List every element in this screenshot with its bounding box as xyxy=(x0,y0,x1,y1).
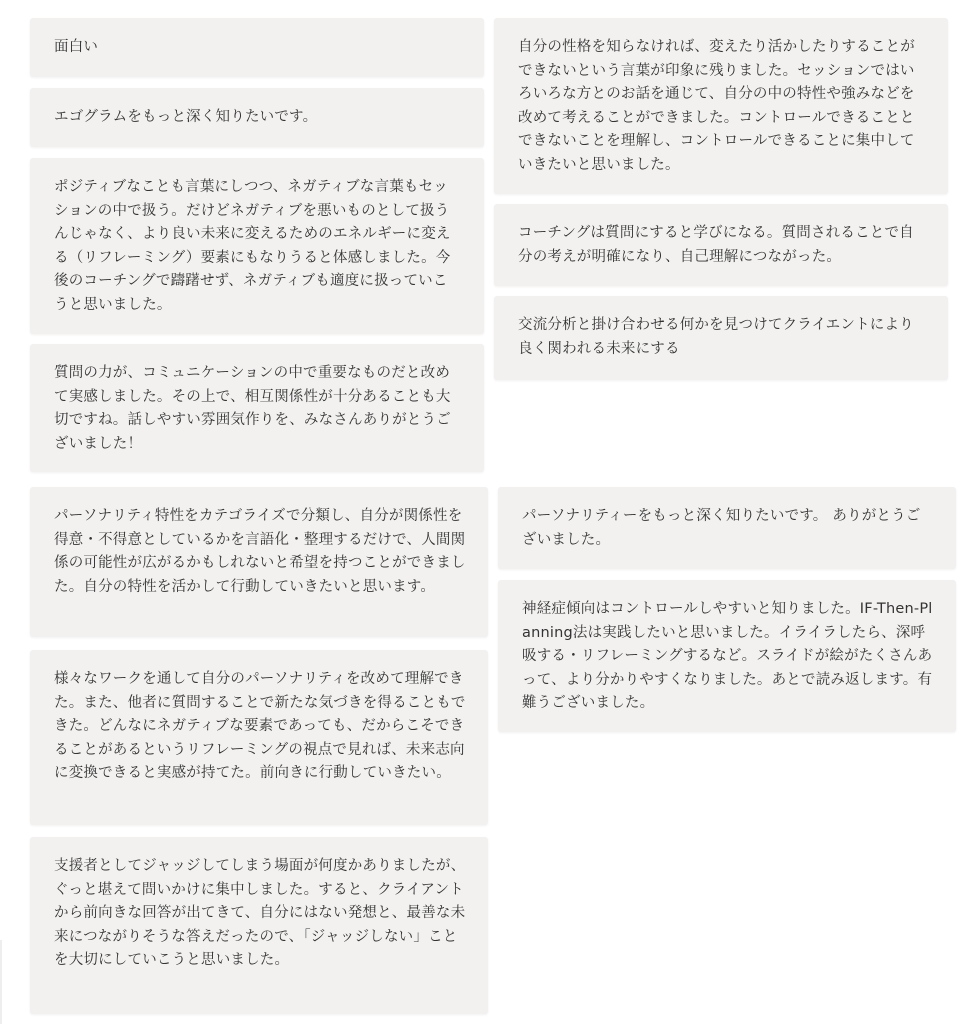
sticky-note[interactable] xyxy=(494,296,948,380)
sticky-note-text: コーチングは質問にすると学びになる。質問されることで自分の考えが明確になり、自己理解につながった。 xyxy=(518,225,914,265)
sticky-note-text: 神経症傾向はコントロールしやすいと知りました。IF-Then-Planning法は実践したいと思いました。イライラしたら、深呼吸する・リフレーミングするなど。スライドが絵がたくさんあって、より分かりやすくなりました。あとで読み返します。有難うございました。 xyxy=(522,601,933,711)
sticky-note-text: パーソナリティーをもっと深く知りたいです。 ありがとうございました。 xyxy=(522,508,921,548)
sticky-note[interactable] xyxy=(30,18,484,77)
sticky-note-text: 自分の性格を知らなければ、変えたり活かしたりすることができないという言葉が印象に残りました。セッションではいろいろな方とのお話を通じて、自分の中の特性や強みなどを改めて考えることができました。コントロールできることとできないことを理解し、コントロールできることに集中していきたいと思いました。 xyxy=(518,39,915,173)
sticky-note[interactable] xyxy=(494,18,948,194)
sticky-note[interactable] xyxy=(498,487,956,569)
sticky-note-text: 交流分析と掛け合わせる何かを見つけてクライエントにより良く関われる未来にする xyxy=(518,317,914,357)
sticky-note-text: 質問の力が、コミュニケーションの中で重要なものだと改めて実感しました。その上で、相互関係性が十分あることも大切ですね。話しやすい雰囲気作りを、みなさんありがとうございました！ xyxy=(54,365,451,452)
sticky-note[interactable] xyxy=(498,580,956,732)
sticky-note[interactable] xyxy=(494,204,948,286)
sticky-note[interactable] xyxy=(30,487,488,637)
sticky-note-text: パーソナリティ特性をカテゴライズで分類し、自分が関係性を得意・不得意としているかを言語化・整理するだけで、人間関係の可能性が広がるかもしれないと希望を持つことができました。自分の特性を活かして行動していきたいと思います。 xyxy=(54,508,466,595)
sticky-note-text: ポジティブなことも言葉にしつつ、ネガティブな言葉もセッションの中で扱う。だけどネガティブを悪いものとして扱うんじゃなく、より良い未来に変えるためのエネルギーに変える（リフレーミング）要素にもなりうると体感しました。今後のコーチングで躊躇せず、ネガティブも適度に扱っていこうと思いました。 xyxy=(54,179,451,313)
sticky-note[interactable] xyxy=(30,344,484,472)
sticky-note-text: エゴグラムをもっと深く知りたいです。 xyxy=(54,109,318,125)
sticky-note-text: 支援者としてジャッジしてしまう場面が何度かありましたが、ぐっと堪えて問いかけに集中しました。すると、クライアントから前向きな回答が出てきて、自分にはない発想と、最善な未来につながりそうな答えだったので、「ジャッジしない」ことを大切にしていこうと思いました。 xyxy=(54,858,466,968)
sticky-note[interactable] xyxy=(30,650,488,825)
sticky-note-text: 様々なワークを通して自分のパーソナリティを改めて理解できた。また、他者に質問することで新たな気づきを得ることもできた。どんなにネガティブな要素であっても、だからこそできることがあるというリフレーミングの視点で見れば、未来志向に変換できると実感が持てた。前向きに行動していきたい。 xyxy=(54,671,466,781)
sticky-note[interactable] xyxy=(30,837,488,1014)
sticky-note[interactable] xyxy=(30,88,484,147)
sticky-note[interactable] xyxy=(30,158,484,334)
sticky-note-text: 面白い xyxy=(54,39,99,55)
edge-divider xyxy=(0,940,2,1024)
